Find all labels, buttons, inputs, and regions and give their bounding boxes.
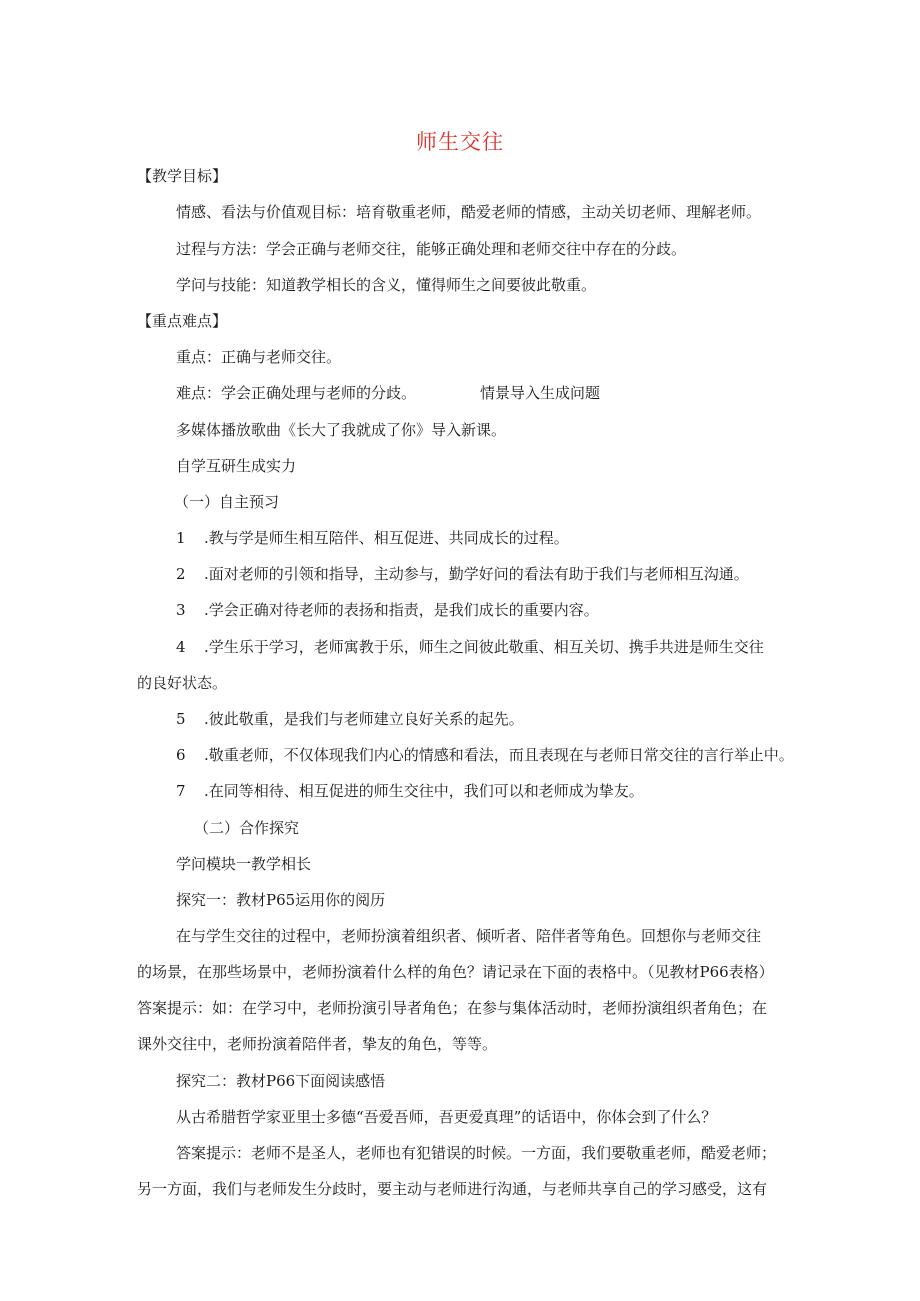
- preview-item: [176, 564, 749, 584]
- explore1-line: 的场景，在那些场景中，老师扮演着什么样的角色？请记录在下面的表格中。（见教材P66表格）: [137, 963, 774, 981]
- item-number: 4: [176, 638, 186, 656]
- preview-item: [176, 528, 569, 548]
- objective-process: 过程与方法：学会正确与老师交往，能够正确处理和老师交往中存在的分歧。: [176, 240, 687, 258]
- keypoint-focus: 重点：正确与老师交往。: [176, 348, 342, 366]
- part2-heading: （二）合作探究: [194, 819, 300, 837]
- explore2-answer-line: 答案提示：老师不是圣人，老师也有犯错误的时候。一方面，我们要敬重老师，酷爱老师；: [176, 1144, 777, 1162]
- explore1-line: 答案提示：如：在学习中，老师扮演引导者角色；在参与集体活动时，老师扮演组织者角色；在: [137, 999, 768, 1017]
- item-number: 6: [176, 746, 186, 764]
- intro-text: 多媒体播放歌曲《长大了我就成了你》导入新课。: [176, 421, 507, 439]
- explore2-heading: 探究二：教材P66下面阅读感悟: [176, 1072, 386, 1090]
- item-number: 3: [176, 601, 186, 619]
- explore1-line: 在与学生交往的过程中，老师扮演着组织者、倾听者、陪伴者等角色。回想你与老师交往: [176, 927, 762, 945]
- preview-item: [176, 745, 794, 765]
- keypoints-heading: 【重点难点】: [137, 312, 228, 330]
- item-number: 5: [176, 710, 186, 728]
- item-text: .敬重老师，不仅体现我们内心的情感和看法，而且表现在与老师日常交往的言行举止中。: [204, 746, 794, 764]
- part1-heading: （一）自主预习: [174, 493, 280, 511]
- item-number: 1: [176, 529, 186, 547]
- item-number: 7: [176, 782, 186, 800]
- preview-item: [176, 709, 524, 729]
- item-text: .学会正确对待老师的表扬和指责，是我们成长的重要内容。: [204, 601, 599, 619]
- item-number: 2: [176, 565, 186, 583]
- preview-item: [176, 781, 644, 801]
- item-text: .在同等相待、相互促进的师生交往中，我们可以和老师成为挚友。: [204, 782, 644, 800]
- explore1-line: 课外交往中，老师扮演着陪伴者，挚友的角色，等等。: [137, 1035, 498, 1053]
- preview-item: [176, 600, 599, 620]
- item-text: .面对老师的引领和指导，主动参与，勤学好问的看法有助于我们与老师相互沟通。: [204, 565, 749, 583]
- objective-knowledge: 学问与技能：知道教学相长的含义，懂得师生之间要彼此敬重。: [176, 276, 597, 294]
- item-text: .学生乐于学习，老师寓教于乐，师生之间彼此敬重、相互关切、携手共进是师生交往: [204, 638, 764, 656]
- objectives-heading: 【教学目标】: [137, 167, 228, 185]
- preview-item-continuation: 的良好状态。: [137, 674, 228, 692]
- item-text: .教与学是师生相互陪伴、相互促进、共同成长的过程。: [204, 529, 569, 547]
- objective-emotion: 情感、看法与价值观目标：培育敬重老师，酷爱老师的情感，主动关切老师、理解老师。: [176, 203, 762, 221]
- self-study-heading: 自学互研生成实力: [176, 457, 297, 475]
- explore1-heading: 探究一：教材P65运用你的阅历: [176, 891, 386, 909]
- page-title: 师生交往: [416, 130, 504, 154]
- keypoint-difficulty: 难点：学会正确处理与老师的分歧。: [176, 384, 417, 402]
- explore2-question: 从古希腊哲学家亚里士多德“吾爱吾师，吾更爱真理”的话语中，你体会到了什么？: [176, 1108, 717, 1126]
- scenario-heading: 情景导入生成问题: [480, 384, 601, 402]
- preview-item: [176, 637, 764, 657]
- module-heading: 学问模块一教学相长: [176, 855, 312, 873]
- explore2-answer-line: 另一方面，我们与老师发生分歧时，要主动与老师进行沟通，与老师共享自己的学习感受，这有: [137, 1180, 768, 1198]
- item-text: .彼此敬重，是我们与老师建立良好关系的起先。: [204, 710, 524, 728]
